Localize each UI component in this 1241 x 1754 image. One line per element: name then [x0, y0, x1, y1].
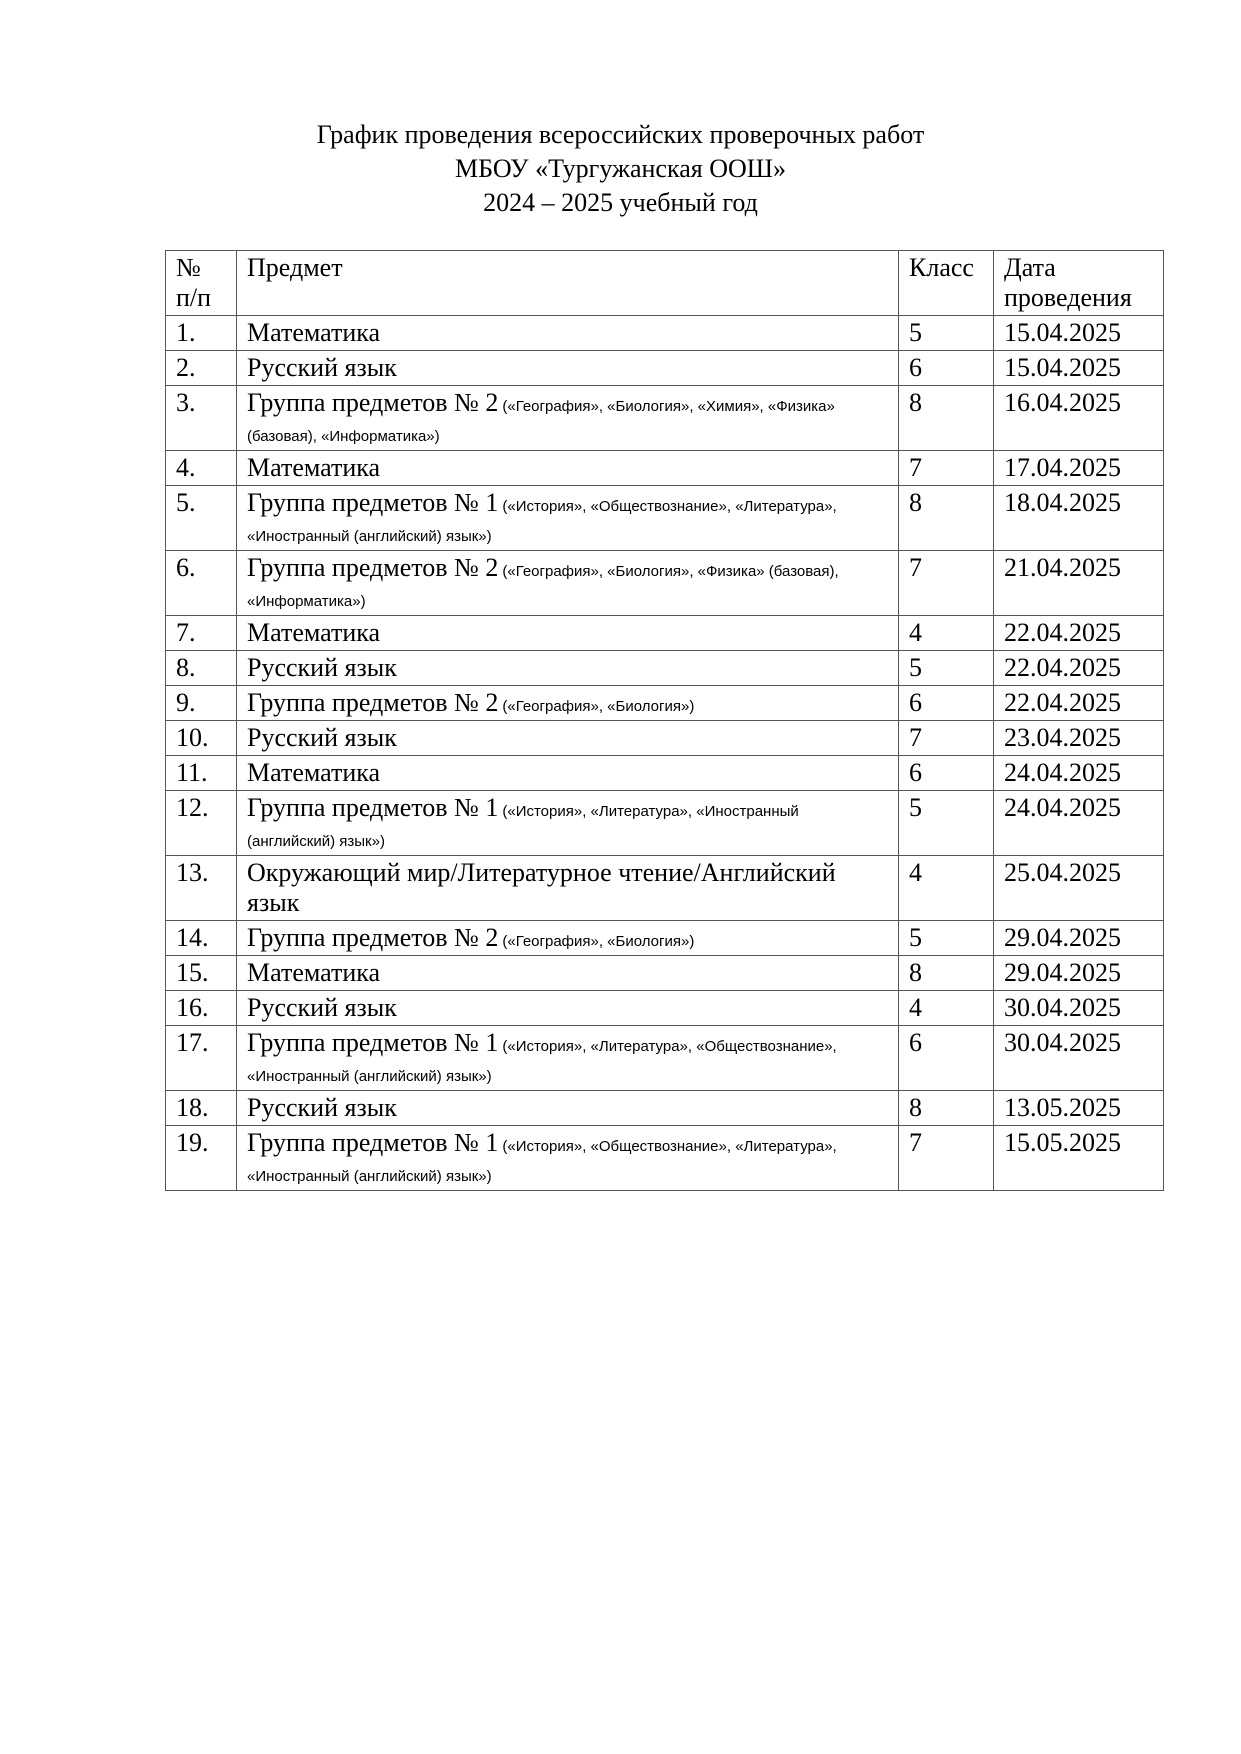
row-number: 4. [166, 451, 237, 486]
table-row [166, 1091, 1164, 1126]
row-class: 8 [899, 1091, 994, 1126]
header-date: Дата проведения [994, 251, 1164, 316]
header-subject: Предмет [237, 251, 899, 316]
table-row [166, 1126, 1164, 1191]
subject-name: Математика [247, 453, 381, 482]
subject-name: Математика [247, 758, 381, 787]
row-date: 15.04.2025 [994, 351, 1164, 386]
row-date: 22.04.2025 [994, 686, 1164, 721]
row-date: 23.04.2025 [994, 721, 1164, 756]
row-class: 7 [899, 551, 994, 616]
table-row [166, 921, 1164, 956]
row-subject [237, 316, 899, 351]
row-subject [237, 486, 899, 551]
row-number: 16. [166, 991, 237, 1026]
row-class: 5 [899, 921, 994, 956]
row-subject [237, 651, 899, 686]
row-date: 29.04.2025 [994, 921, 1164, 956]
row-number: 14. [166, 921, 237, 956]
row-date: 15.05.2025 [994, 1126, 1164, 1191]
row-subject [237, 791, 899, 856]
table-row [166, 316, 1164, 351]
row-class: 5 [899, 651, 994, 686]
table-row [166, 451, 1164, 486]
row-number: 2. [166, 351, 237, 386]
subject-name: Группа предметов № 2 [247, 388, 499, 417]
row-class: 6 [899, 756, 994, 791]
row-number: 5. [166, 486, 237, 551]
table-row [166, 651, 1164, 686]
table-row [166, 386, 1164, 451]
row-date: 15.04.2025 [994, 316, 1164, 351]
row-number: 19. [166, 1126, 237, 1191]
row-number: 9. [166, 686, 237, 721]
subject-name: Русский язык [247, 1093, 397, 1122]
row-class: 5 [899, 791, 994, 856]
row-class: 6 [899, 351, 994, 386]
subject-name: Русский язык [247, 993, 397, 1022]
subject-name: Русский язык [247, 723, 397, 752]
row-class: 8 [899, 386, 994, 451]
row-subject [237, 1126, 899, 1191]
row-number: 1. [166, 316, 237, 351]
row-subject [237, 856, 899, 921]
subject-note: («История», «Обществознание», «Литература», «Иностранный (английский) язык») [247, 498, 837, 545]
table-row [166, 856, 1164, 921]
row-number: 10. [166, 721, 237, 756]
row-date: 24.04.2025 [994, 791, 1164, 856]
row-date: 30.04.2025 [994, 1026, 1164, 1091]
table-row [166, 351, 1164, 386]
row-date: 18.04.2025 [994, 486, 1164, 551]
subject-name: Группа предметов № 2 [247, 923, 499, 952]
row-number: 17. [166, 1026, 237, 1091]
subject-name: Группа предметов № 1 [247, 793, 499, 822]
subject-note: («География», «Биология», «Физика» (базовая), «Информатика») [247, 563, 839, 610]
table-row [166, 486, 1164, 551]
row-date: 30.04.2025 [994, 991, 1164, 1026]
row-subject [237, 921, 899, 956]
row-subject [237, 721, 899, 756]
row-class: 4 [899, 856, 994, 921]
subject-note: («География», «Биология», «Химия», «Физика» (базовая), «Информатика») [247, 398, 835, 445]
header-class: Класс [899, 251, 994, 316]
row-subject [237, 991, 899, 1026]
subject-name: Математика [247, 318, 381, 347]
row-number: 12. [166, 791, 237, 856]
row-number: 6. [166, 551, 237, 616]
subject-note: («История», «Литература», «Обществознание», «Иностранный (английский) язык») [247, 1038, 837, 1085]
row-date: 21.04.2025 [994, 551, 1164, 616]
subject-note: («География», «Биология») [502, 698, 695, 715]
row-number: 11. [166, 756, 237, 791]
subject-name: Математика [247, 618, 381, 647]
row-class: 7 [899, 1126, 994, 1191]
row-number: 15. [166, 956, 237, 991]
row-subject [237, 686, 899, 721]
row-class: 7 [899, 451, 994, 486]
document-title [0, 118, 1241, 220]
table-row [166, 616, 1164, 651]
row-class: 4 [899, 616, 994, 651]
row-date: 22.04.2025 [994, 651, 1164, 686]
row-subject [237, 351, 899, 386]
row-number: 8. [166, 651, 237, 686]
table-row [166, 991, 1164, 1026]
table-row [166, 956, 1164, 991]
row-date: 24.04.2025 [994, 756, 1164, 791]
table-row [166, 756, 1164, 791]
subject-name: Математика [247, 958, 381, 987]
title-line-1: График проведения всероссийских проверочных работ [316, 120, 925, 149]
table-row [166, 791, 1164, 856]
subject-name: Группа предметов № 2 [247, 688, 499, 717]
table-row [166, 686, 1164, 721]
table-row [166, 721, 1164, 756]
title-line-2: МБОУ «Тургужанская ООШ» [455, 154, 786, 183]
subject-name: Группа предметов № 1 [247, 1028, 499, 1057]
subject-name: Русский язык [247, 353, 397, 382]
table-row [166, 551, 1164, 616]
row-subject [237, 756, 899, 791]
row-subject [237, 616, 899, 651]
subject-name: Окружающий мир/Литературное чтение/Английский язык [247, 858, 836, 917]
row-date: 13.05.2025 [994, 1091, 1164, 1126]
table-header-row [166, 251, 1164, 316]
subject-name: Группа предметов № 1 [247, 488, 499, 517]
subject-name: Группа предметов № 1 [247, 1128, 499, 1157]
row-date: 22.04.2025 [994, 616, 1164, 651]
row-date: 16.04.2025 [994, 386, 1164, 451]
title-line-3: 2024 – 2025 учебный год [483, 188, 758, 217]
row-subject [237, 1091, 899, 1126]
header-num: № п/п [166, 251, 237, 316]
row-class: 4 [899, 991, 994, 1026]
row-class: 8 [899, 956, 994, 991]
schedule-table [165, 250, 1164, 1191]
row-date: 25.04.2025 [994, 856, 1164, 921]
row-class: 7 [899, 721, 994, 756]
row-subject [237, 956, 899, 991]
table-row [166, 1026, 1164, 1091]
row-class: 6 [899, 686, 994, 721]
row-class: 8 [899, 486, 994, 551]
row-subject [237, 451, 899, 486]
row-number: 18. [166, 1091, 237, 1126]
row-class: 6 [899, 1026, 994, 1091]
subject-note: («История», «Литература», «Иностранный (английский) язык») [247, 803, 799, 850]
subject-note: («История», «Обществознание», «Литература», «Иностранный (английский) язык») [247, 1138, 837, 1185]
subject-note: («География», «Биология») [502, 933, 695, 950]
subject-name: Русский язык [247, 653, 397, 682]
row-number: 7. [166, 616, 237, 651]
row-date: 17.04.2025 [994, 451, 1164, 486]
row-date: 29.04.2025 [994, 956, 1164, 991]
row-number: 3. [166, 386, 237, 451]
row-class: 5 [899, 316, 994, 351]
row-subject [237, 1026, 899, 1091]
row-number: 13. [166, 856, 237, 921]
row-subject [237, 551, 899, 616]
row-subject [237, 386, 899, 451]
subject-name: Группа предметов № 2 [247, 553, 499, 582]
